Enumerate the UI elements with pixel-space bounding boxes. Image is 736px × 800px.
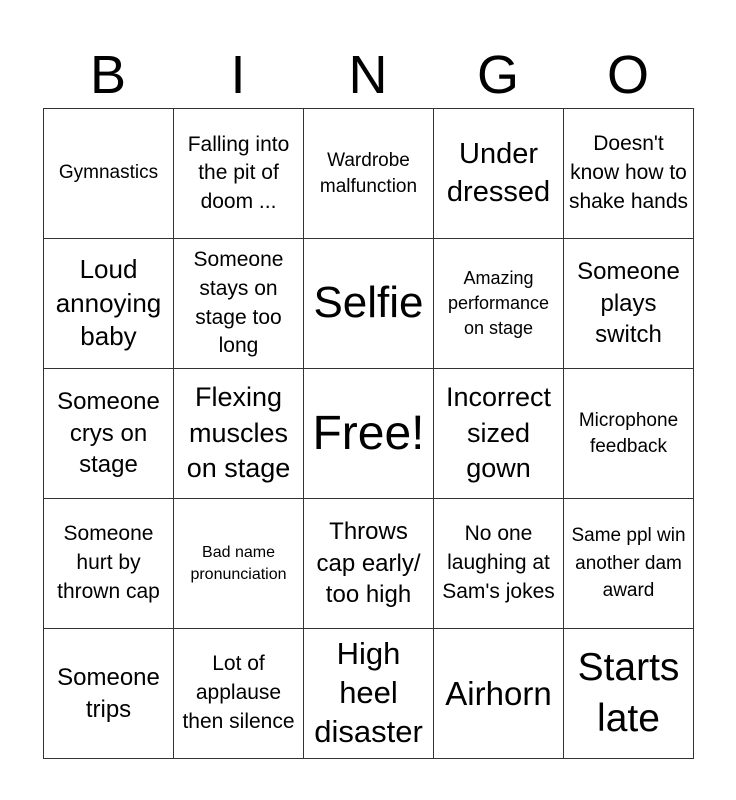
bingo-card — [43, 108, 694, 759]
cell-label: High heel disaster — [314, 636, 423, 749]
bingo-row — [44, 369, 694, 499]
bingo-cell[interactable] — [564, 499, 694, 629]
bingo-cell[interactable] — [564, 239, 694, 369]
cell-label: Doesn't know how to shake hands — [568, 132, 689, 213]
bingo-cell[interactable] — [434, 239, 564, 369]
cell-label: Throws cap early/ too high — [316, 517, 421, 609]
bingo-cell[interactable] — [434, 369, 564, 499]
cell-label: Free! — [312, 406, 425, 460]
bingo-cell[interactable] — [434, 629, 564, 759]
cell-label: Someone hurt by thrown cap — [57, 522, 160, 603]
cell-label: Same ppl win another dam award — [571, 525, 686, 602]
cell-label: Someone stays on stage too long — [193, 247, 284, 358]
cell-label: Bad name pronunciation — [190, 543, 287, 583]
bingo-cell[interactable] — [304, 239, 434, 369]
bingo-cell[interactable] — [304, 109, 434, 239]
cell-label: Someone crys on stage — [57, 387, 160, 479]
bingo-row — [44, 499, 694, 629]
bingo-cell[interactable] — [564, 629, 694, 759]
cell-label: Microphone feedback — [578, 409, 679, 457]
bingo-cell[interactable] — [304, 629, 434, 759]
bingo-cell[interactable] — [564, 109, 694, 239]
header-letter-o: O — [606, 45, 649, 105]
cell-label: Under dressed — [446, 137, 551, 208]
cell-label: Selfie — [313, 278, 424, 328]
cell-label: Falling into the pit of doom ... — [187, 132, 290, 213]
bingo-row — [44, 239, 694, 369]
bingo-header — [43, 42, 693, 108]
bingo-cell[interactable] — [434, 109, 564, 239]
bingo-row — [44, 109, 694, 239]
cell-label: Flexing muscles on stage — [186, 382, 291, 484]
bingo-cell[interactable] — [174, 369, 304, 499]
cell-label: Amazing performance on stage — [447, 267, 550, 339]
bingo-row — [44, 629, 694, 759]
header-letter-b: B — [89, 45, 127, 105]
free-space-cell[interactable] — [304, 369, 434, 499]
bingo-cell[interactable] — [434, 499, 564, 629]
bingo-cell[interactable] — [44, 239, 174, 369]
cell-label: Wardrobe malfunction — [319, 149, 418, 197]
cell-label: Someone trips — [57, 663, 160, 723]
bingo-cell[interactable] — [44, 109, 174, 239]
bingo-cell[interactable] — [174, 239, 304, 369]
header-letter-n: N — [348, 45, 388, 105]
header-letter-g: G — [476, 45, 519, 105]
bingo-cell[interactable] — [564, 369, 694, 499]
bingo-cell[interactable] — [44, 369, 174, 499]
bingo-cell[interactable] — [44, 629, 174, 759]
cell-label: No one laughing at Sam's jokes — [442, 522, 555, 603]
bingo-cell[interactable] — [174, 109, 304, 239]
cell-label: Someone plays switch — [577, 257, 680, 349]
cell-label: Lot of applause then silence — [182, 652, 295, 733]
cell-label: Loud annoying baby — [55, 253, 162, 352]
bingo-cell[interactable] — [174, 499, 304, 629]
bingo-cell[interactable] — [304, 499, 434, 629]
header-letter-i: I — [230, 45, 246, 105]
cell-label: Starts late — [577, 645, 680, 740]
cell-label: Incorrect sized gown — [445, 382, 552, 484]
bingo-cell[interactable] — [174, 629, 304, 759]
cell-label: Gymnastics — [58, 162, 159, 184]
cell-label: Airhorn — [445, 674, 552, 712]
bingo-cell[interactable] — [44, 499, 174, 629]
